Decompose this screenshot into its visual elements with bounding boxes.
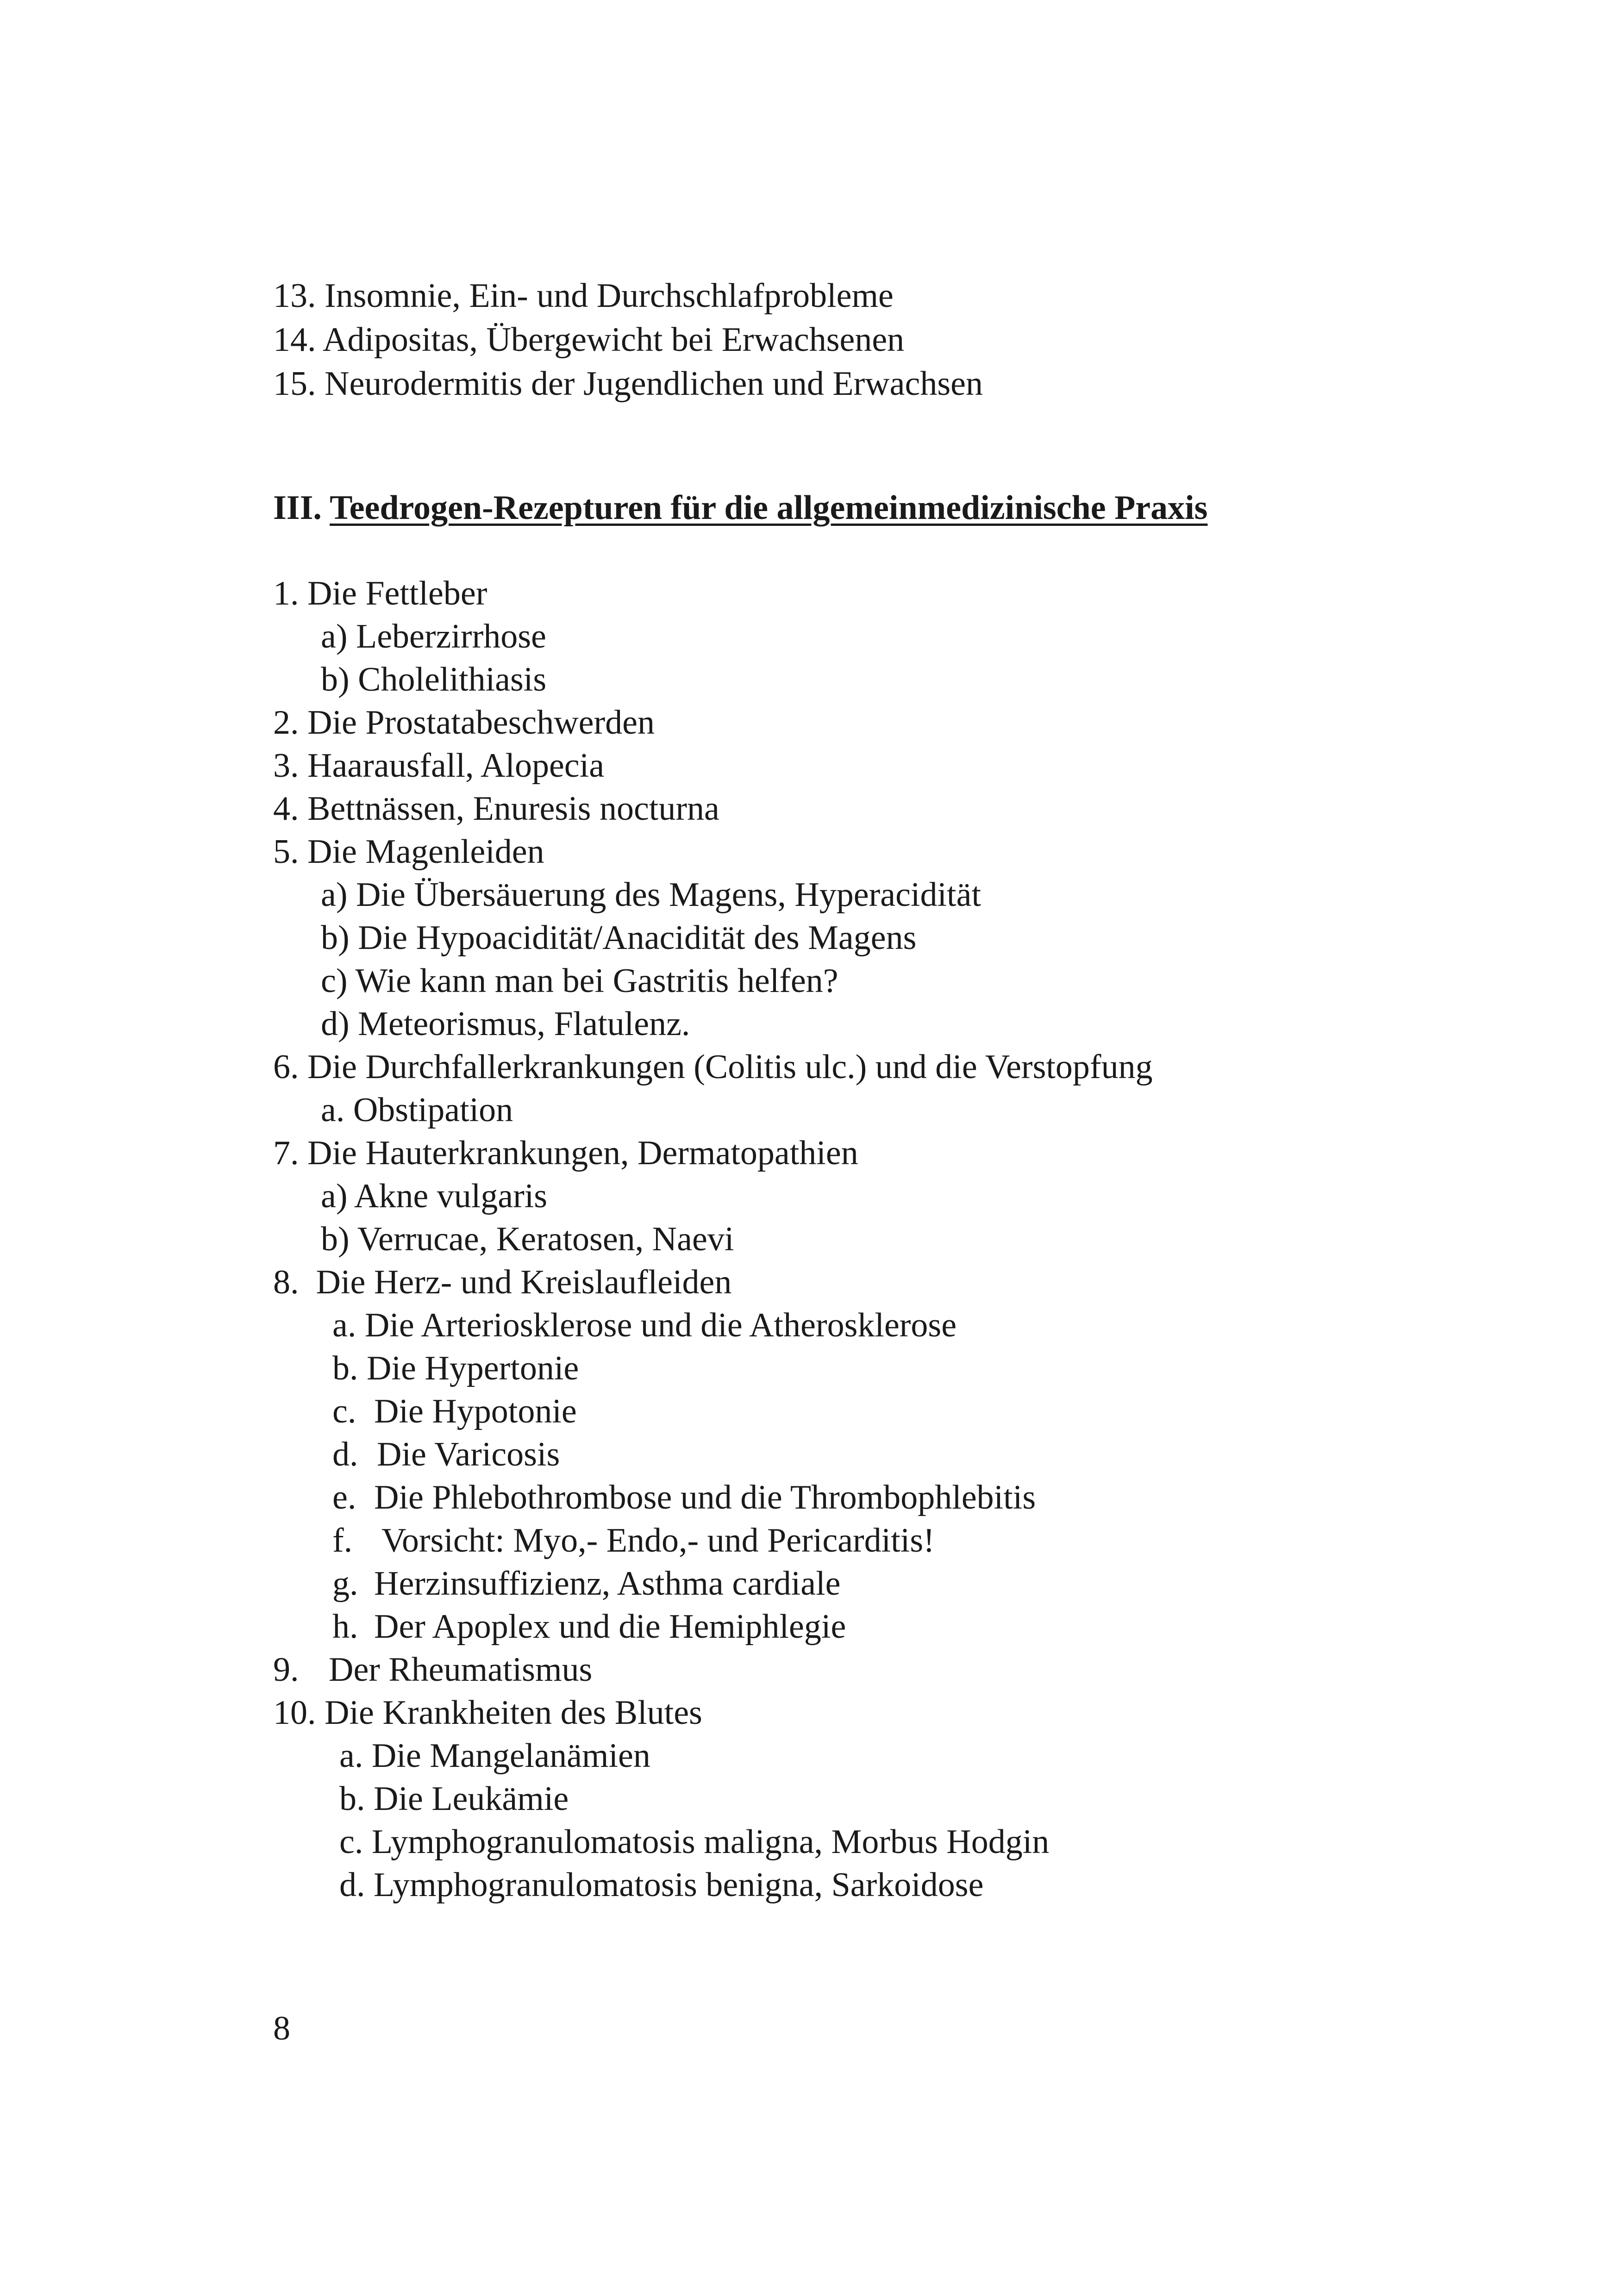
list-item: a. Die Arteriosklerose und die Atherosklerose bbox=[332, 1306, 957, 1344]
list-item: c. Lymphogranulomatosis maligna, Morbus Hodgin bbox=[339, 1823, 1050, 1861]
list-item: 7. Die Hauterkrankungen, Dermatopathien bbox=[273, 1134, 858, 1172]
list-item-marker: g. bbox=[332, 1565, 358, 1603]
list-item: 5. Die Magenleiden bbox=[273, 833, 544, 871]
list-item: 15. Neurodermitis der Jugendlichen und Erwachsen bbox=[273, 365, 983, 403]
list-item-marker: f. bbox=[332, 1522, 353, 1560]
list-item bbox=[332, 1390, 577, 1433]
list-item: b) Verrucae, Keratosen, Naevi bbox=[321, 1220, 734, 1258]
list-item-marker: d. bbox=[332, 1435, 358, 1473]
list-item: 6. Die Durchfallerkrankungen (Colitis ulc.) und die Verstopfung bbox=[273, 1048, 1153, 1086]
list-item-text: Herzinsuffizienz, Asthma cardiale bbox=[374, 1565, 841, 1603]
list-item-marker: 9. bbox=[273, 1651, 299, 1689]
list-item bbox=[332, 1476, 1036, 1519]
list-item-text: Die Hypotonie bbox=[374, 1392, 577, 1430]
list-item: a) Leberzirrhose bbox=[321, 618, 546, 655]
list-item: b. Die Hypertonie bbox=[332, 1349, 579, 1387]
list-item: 4. Bettnässen, Enuresis nocturna bbox=[273, 790, 719, 828]
list-item: a. Obstipation bbox=[321, 1091, 513, 1129]
list-item-marker: h. bbox=[332, 1608, 358, 1646]
list-item-text: Vorsicht: Myo,- Endo,- und Pericarditis! bbox=[381, 1522, 935, 1560]
list-item bbox=[273, 1648, 592, 1691]
list-item bbox=[332, 1433, 560, 1476]
list-item-marker: e. bbox=[332, 1479, 356, 1516]
list-item: 13. Insomnie, Ein- und Durchschlafprobleme bbox=[273, 277, 894, 315]
list-item: d. Lymphogranulomatosis benigna, Sarkoidose bbox=[339, 1866, 984, 1904]
list-item: 3. Haarausfall, Alopecia bbox=[273, 747, 605, 785]
section-title: Teedrogen-Rezepturen für die allgemeinmedizinische Praxis bbox=[330, 489, 1208, 527]
list-item: a) Akne vulgaris bbox=[321, 1177, 548, 1215]
list-item: a) Die Übersäuerung des Magens, Hyperacidität bbox=[321, 876, 981, 914]
list-item: c) Wie kann man bei Gastritis helfen? bbox=[321, 962, 838, 1000]
list-item: 14. Adipositas, Übergewicht bei Erwachsenen bbox=[273, 321, 905, 359]
list-item bbox=[332, 1519, 935, 1562]
list-item bbox=[332, 1605, 846, 1648]
list-item: 1. Die Fettleber bbox=[273, 574, 488, 612]
list-item-text: Die Varicosis bbox=[377, 1435, 560, 1473]
page-number: 8 bbox=[273, 2009, 290, 2047]
list-item: 10. Die Krankheiten des Blutes bbox=[273, 1694, 702, 1732]
list-item-marker: c. bbox=[332, 1392, 356, 1430]
list-item: a. Die Mangelanämien bbox=[339, 1737, 650, 1775]
list-item: b) Die Hypoacidität/Anacidität des Magens bbox=[321, 919, 917, 957]
list-item-text: Die Phlebothrombose und die Thrombophlebitis bbox=[374, 1479, 1036, 1516]
list-item: d) Meteorismus, Flatulenz. bbox=[321, 1005, 690, 1043]
list-item: 8. Die Herz- und Kreislaufleiden bbox=[273, 1263, 732, 1301]
list-item-text: Der Rheumatismus bbox=[329, 1651, 593, 1689]
list-item bbox=[332, 1562, 841, 1605]
list-item: b) Cholelithiasis bbox=[321, 661, 547, 699]
section-heading bbox=[273, 486, 1207, 530]
list-item: 2. Die Prostatabeschwerden bbox=[273, 704, 655, 742]
section-numeral: III. bbox=[273, 489, 322, 527]
list-item-text: Der Apoplex und die Hemiphlegie bbox=[374, 1608, 846, 1646]
list-item: b. Die Leukämie bbox=[339, 1780, 569, 1818]
